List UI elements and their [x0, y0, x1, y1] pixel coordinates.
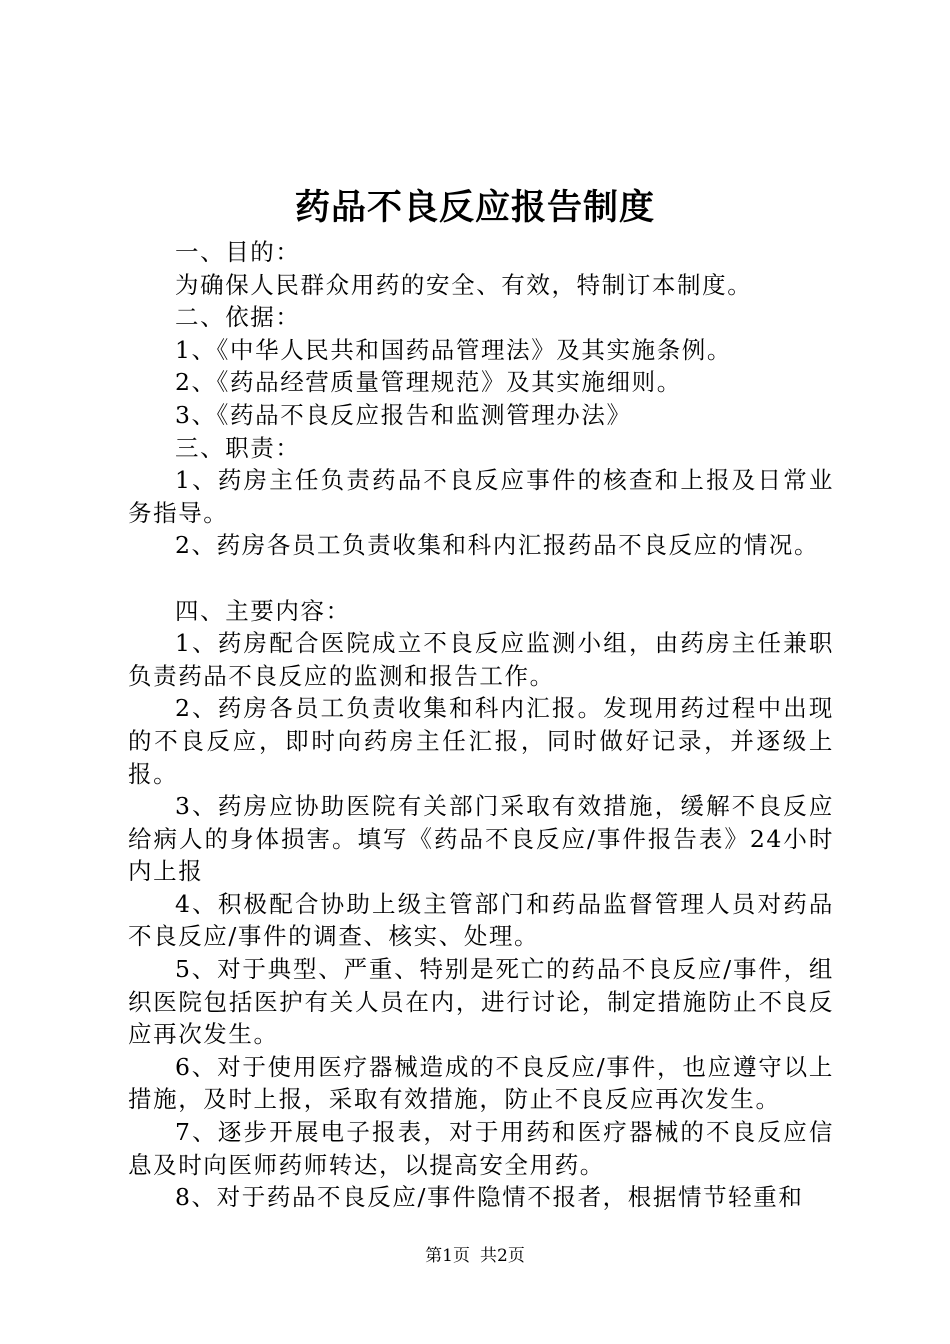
paragraph: 3、《药品不良反应报告和监测管理办法》 — [175, 400, 632, 429]
document-title: 药品不良反应报告制度 — [294, 188, 655, 228]
section-heading-content: 四、主要内容： — [175, 596, 351, 625]
paragraph: 8、对于药品不良反应/事件隐情不报者，根据情节轻重和 — [175, 1183, 804, 1212]
paragraph: 3、药房应协助医院有关部门采取有效措施，缓解不良反应给病人的身体损害。填写《药品不良反应/事件报告表》24小时内上报 — [128, 792, 834, 886]
paragraph: 4、积极配合协助上级主管部门和药品监督管理人员对药品不良反应/事件的调查、核实、处理。 — [128, 889, 834, 951]
paragraph: 1、《中华人民共和国药品管理法》及其实施条例。 — [175, 335, 733, 364]
section-heading-duties: 三、职责： — [175, 433, 301, 462]
paragraph: 2、《药品经营质量管理规范》及其实施细则。 — [175, 368, 682, 397]
paragraph: 2、药房各员工负责收集和科内汇报。发现用药过程中出现的不良反应，即时向药房主任汇报，同时做好记录，并逐级上报。 — [128, 694, 834, 788]
page-footer — [0, 1244, 950, 1268]
section-heading-purpose: 一、目的： — [175, 238, 301, 266]
blank-line — [128, 562, 834, 595]
section-heading-basis: 二、依据： — [175, 303, 301, 332]
paragraph: 6、对于使用医疗器械造成的不良反应/事件，也应遵守以上措施，及时上报，采取有效措施，防止不良反应再次发生。 — [128, 1052, 834, 1114]
paragraph: 5、对于典型、严重、特别是死亡的药品不良反应/事件，组织医院包括医护有关人员在内，进行讨论，制定措施防止不良反应再次发生。 — [128, 955, 834, 1049]
paragraph: 2、药房各员工负责收集和科内汇报药品不良反应的情况。 — [175, 531, 820, 560]
paragraph: 1、药房主任负责药品不良反应事件的核查和上报及日常业务指导。 — [128, 466, 834, 527]
page-number: 第1页 — [425, 1246, 470, 1266]
document-body — [128, 236, 834, 1214]
paragraph: 为确保人民群众用药的安全、有效，特制订本制度。 — [175, 270, 753, 299]
paragraph: 7、逐步开展电子报表，对于用药和医疗器械的不良反应信息及时向医师药师转达，以提高安全用药。 — [128, 1118, 834, 1179]
paragraph: 1、药房配合医院成立不良反应监测小组，由药房主任兼职负责药品不良反应的监测和报告工作。 — [128, 629, 834, 690]
page-total: 共2页 — [480, 1246, 525, 1266]
